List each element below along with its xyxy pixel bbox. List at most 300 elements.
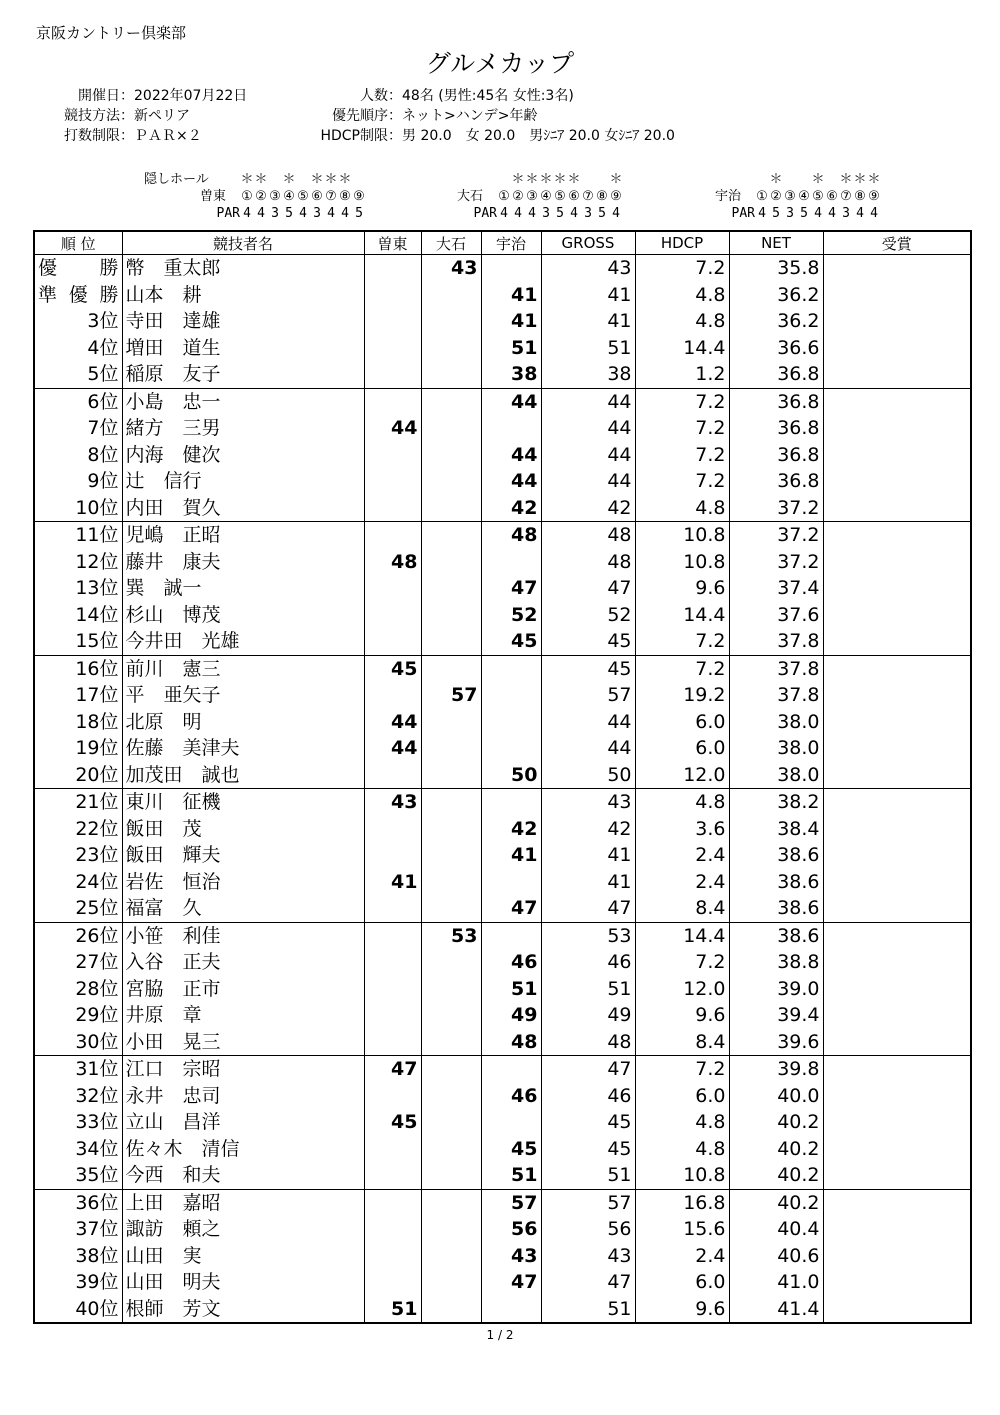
rank-cell: 24位 [34,869,122,896]
net-cell: 38.6 [729,922,823,949]
priority-label: 優先順序： [332,108,402,124]
net-cell: 36.8 [729,468,823,495]
score-uji [481,415,541,442]
gross-cell: 53 [541,922,635,949]
score-oishi [421,388,481,415]
header-soto: 曽東 [364,231,421,255]
score-oishi [421,549,481,576]
course-hole-row [457,188,623,205]
gross-cell: 44 [541,388,635,415]
par-value: 4 [341,206,349,221]
table-row [34,762,971,789]
player-name: 平 亜矢子 [122,682,364,709]
table-row [34,1056,971,1083]
player-name: 内田 賀久 [122,495,364,522]
player-name: 永井 忠司 [122,1083,364,1110]
hidden-mark: ＊ [511,172,525,187]
table-row [34,1002,971,1029]
score-soto [364,1083,421,1110]
score-soto [364,388,421,415]
award-cell [823,922,971,949]
rank-cell: 34位 [34,1136,122,1163]
table-row [34,1243,971,1270]
table-header-row [34,231,971,255]
score-uji: 45 [481,628,541,655]
score-uji [481,789,541,816]
hidden-mark: ＊ [338,172,352,187]
score-oishi [421,1189,481,1216]
hole-number: ⑧ [854,189,866,204]
score-oishi [421,361,481,388]
table-row [34,335,971,362]
score-soto [364,922,421,949]
score-soto [364,468,421,495]
gross-cell: 43 [541,1243,635,1270]
gross-cell: 45 [541,1136,635,1163]
award-cell [823,1189,971,1216]
hidden-mark: ＊ [853,172,867,187]
hdcp-cell: 4.8 [635,789,729,816]
hdcp-cell: 2.4 [635,869,729,896]
score-soto [364,1029,421,1056]
player-name: 宮脇 正市 [122,976,364,1003]
net-cell: 36.6 [729,335,823,362]
score-uji [481,1056,541,1083]
rank-cell: 37位 [34,1216,122,1243]
hole-number: ⑧ [339,189,351,204]
score-oishi: 57 [421,682,481,709]
score-oishi: 43 [421,255,481,282]
player-name: 杉山 博茂 [122,602,364,629]
hdcp-cell: 7.2 [635,949,729,976]
score-soto [364,1002,421,1029]
rank-cell: 6位 [34,388,122,415]
hole-number: ⑥ [568,189,580,204]
table-row [34,468,971,495]
score-soto: 41 [364,869,421,896]
hdcp-cell: 12.0 [635,762,729,789]
par-value: 3 [313,206,321,221]
header-net: NET [729,231,823,255]
score-oishi [421,1109,481,1136]
results-table [33,230,972,1324]
gross-cell: 41 [541,869,635,896]
player-name: 飯田 茂 [122,816,364,843]
hole-number: ⑦ [582,189,594,204]
header-hdcp: HDCP [635,231,729,255]
score-soto [364,1243,421,1270]
score-oishi [421,1162,481,1189]
rank-cell: 優 勝 [34,255,122,282]
gross-cell: 48 [541,1029,635,1056]
table-row [34,282,971,309]
award-cell [823,495,971,522]
par-value: 3 [842,206,850,221]
score-oishi [421,789,481,816]
net-cell: 38.6 [729,869,823,896]
par-value: 4 [758,206,766,221]
people-label: 人数： [360,88,402,104]
rank-cell: 3位 [34,308,122,335]
hdcp-cell: 15.6 [635,1216,729,1243]
hole-number: ① [756,189,768,204]
hidden-mark: ＊ [811,172,825,187]
table-row [34,255,971,282]
header-rank: 順 位 [34,231,122,255]
score-uji: 50 [481,762,541,789]
gross-cell: 44 [541,415,635,442]
header-oishi: 大石 [421,231,481,255]
hdcp-cell: 9.6 [635,1296,729,1324]
gross-cell: 41 [541,308,635,335]
hdcp-cell: 14.4 [635,602,729,629]
player-name: 小田 晃三 [122,1029,364,1056]
par-value: 5 [598,206,606,221]
table-row [34,1136,971,1163]
player-name: 小笹 利佳 [122,922,364,949]
rank-cell: 33位 [34,1109,122,1136]
award-cell [823,1216,971,1243]
gross-cell: 51 [541,1296,635,1324]
hdcp-cell: 2.4 [635,1243,729,1270]
net-cell: 37.2 [729,495,823,522]
score-soto [364,282,421,309]
score-uji [481,549,541,576]
table-row [34,1189,971,1216]
score-oishi [421,335,481,362]
award-cell [823,468,971,495]
hole-number: ④ [540,189,552,204]
hdcp-cell: 19.2 [635,682,729,709]
score-oishi [421,1029,481,1056]
score-soto [364,335,421,362]
table-row [34,1029,971,1056]
gross-cell: 47 [541,1269,635,1296]
net-cell: 39.6 [729,1029,823,1056]
rank-cell: 14位 [34,602,122,629]
par-row [457,205,623,222]
table-row [34,549,971,576]
score-oishi [421,602,481,629]
hole-number: ④ [283,189,295,204]
gross-cell: 51 [541,335,635,362]
hdcp-cell: 16.8 [635,1189,729,1216]
rank-cell: 準優勝 [34,282,122,309]
award-cell [823,842,971,869]
rank-cell: 21位 [34,789,122,816]
hidden-mark: ＊ [769,172,783,187]
award-cell [823,1109,971,1136]
award-cell [823,895,971,922]
player-name: 福富 久 [122,895,364,922]
score-uji: 52 [481,602,541,629]
rank-cell: 20位 [34,762,122,789]
score-uji: 48 [481,1029,541,1056]
par-value: 5 [355,206,363,221]
gross-cell: 46 [541,949,635,976]
award-cell [823,415,971,442]
header-award: 受賞 [823,231,971,255]
rank-cell: 40位 [34,1296,122,1324]
score-uji: 41 [481,308,541,335]
course-name: 宇治 [715,189,742,204]
player-name: 山田 実 [122,1243,364,1270]
gross-cell: 57 [541,682,635,709]
hole-number: ⑤ [297,189,309,204]
net-cell: 38.8 [729,949,823,976]
rank-cell: 29位 [34,1002,122,1029]
page-number: 1 / 2 [486,1328,514,1342]
score-oishi: 53 [421,922,481,949]
date-label: 開催日： [78,88,134,104]
player-name: 江口 宗昭 [122,1056,364,1083]
limit-value: ＰＡＲ×２ [134,128,202,144]
hole-number: ⑦ [325,189,337,204]
player-name: 飯田 輝夫 [122,842,364,869]
par-value: 4 [814,206,822,221]
info-right [300,86,675,146]
rank-cell: 35位 [34,1162,122,1189]
score-uji: 47 [481,1269,541,1296]
gross-cell: 44 [541,442,635,469]
table-row [34,442,971,469]
hole-number: ⑤ [812,189,824,204]
net-cell: 36.8 [729,442,823,469]
hdcp-cell: 9.6 [635,575,729,602]
course-block [200,171,366,222]
hdcp-cell: 9.6 [635,1002,729,1029]
hole-number: ② [770,189,782,204]
score-oishi [421,1056,481,1083]
score-oishi [421,1296,481,1324]
player-name: 岩佐 恒治 [122,869,364,896]
score-uji: 43 [481,1243,541,1270]
award-cell [823,869,971,896]
award-cell [823,282,971,309]
score-soto [364,895,421,922]
score-soto [364,816,421,843]
course-name: 曽東 [200,189,227,204]
hdcp-cell: 10.8 [635,549,729,576]
hdcp-cell: 6.0 [635,709,729,736]
gross-cell: 48 [541,549,635,576]
hole-number: ⑥ [826,189,838,204]
player-name: 小島 忠一 [122,388,364,415]
score-uji [481,869,541,896]
hole-number: ① [498,189,510,204]
player-name: 巽 誠一 [122,575,364,602]
hdcp-cell: 7.2 [635,468,729,495]
player-name: 辻 信行 [122,468,364,495]
hdcp-cell: 14.4 [635,922,729,949]
par-value: 3 [786,206,794,221]
award-cell [823,655,971,682]
par-value: 4 [257,206,265,221]
par-value: 4 [299,206,307,221]
score-soto [364,682,421,709]
player-name: 緒方 三男 [122,415,364,442]
hole-number: ③ [784,189,796,204]
gross-cell: 52 [541,602,635,629]
score-uji: 51 [481,1162,541,1189]
rank-cell: 13位 [34,575,122,602]
gross-cell: 47 [541,575,635,602]
table-row [34,1269,971,1296]
gross-cell: 43 [541,789,635,816]
rank-cell: 28位 [34,976,122,1003]
score-oishi [421,1002,481,1029]
score-uji: 57 [481,1189,541,1216]
player-name: 根師 芳文 [122,1296,364,1324]
gross-cell: 41 [541,282,635,309]
rank-cell: 18位 [34,709,122,736]
net-cell: 40.2 [729,1109,823,1136]
hdcp-cell: 8.4 [635,895,729,922]
par-label: PAR [731,206,755,221]
table-row [34,628,971,655]
player-name: 今井田 光雄 [122,628,364,655]
score-soto: 48 [364,549,421,576]
score-oishi [421,308,481,335]
score-uji [481,1296,541,1324]
table-row [34,415,971,442]
par-label: PAR [473,206,497,221]
gross-cell: 50 [541,762,635,789]
award-cell [823,1002,971,1029]
hdcp-cell: 10.8 [635,1162,729,1189]
score-uji: 42 [481,495,541,522]
award-cell [823,762,971,789]
player-name: 入谷 正夫 [122,949,364,976]
hidden-mark: ＊ [567,172,581,187]
score-oishi [421,709,481,736]
player-name: 内海 健次 [122,442,364,469]
award-cell [823,1269,971,1296]
score-oishi [421,1269,481,1296]
award-cell [823,628,971,655]
player-name: 佐藤 美津夫 [122,735,364,762]
method-label: 競技方法： [64,108,134,124]
table-row [34,495,971,522]
net-cell: 36.8 [729,361,823,388]
player-name: 稲原 友子 [122,361,364,388]
score-soto: 45 [364,655,421,682]
score-oishi [421,575,481,602]
score-soto [364,1216,421,1243]
hdcp-limit-value: 男 20.0 女 20.0 男ｼﾆｱ 20.0 女ｼﾆｱ 20.0 [402,128,675,144]
score-uji: 46 [481,949,541,976]
par-row [200,205,366,222]
player-name: 佐々木 清信 [122,1136,364,1163]
par-value: 4 [528,206,536,221]
player-name: 幣 重太郎 [122,255,364,282]
score-oishi [421,495,481,522]
course-name: 大石 [457,189,484,204]
score-soto [364,1269,421,1296]
award-cell [823,361,971,388]
hdcp-cell: 4.8 [635,1109,729,1136]
score-uji: 51 [481,976,541,1003]
net-cell: 40.2 [729,1162,823,1189]
par-row [715,205,881,222]
net-cell: 39.8 [729,1056,823,1083]
score-soto [364,602,421,629]
date-value: 2022年07月22日 [134,88,248,104]
par-value: 4 [500,206,508,221]
net-cell: 36.8 [729,415,823,442]
course-hole-row [200,188,366,205]
award-cell [823,1243,971,1270]
score-oishi [421,1136,481,1163]
score-oishi [421,655,481,682]
hdcp-cell: 7.2 [635,255,729,282]
course-hole-row [715,188,881,205]
score-soto [364,1136,421,1163]
score-oishi [421,1083,481,1110]
net-cell: 37.8 [729,682,823,709]
par-value: 5 [285,206,293,221]
header-gross: GROSS [541,231,635,255]
score-soto: 44 [364,415,421,442]
net-cell: 37.8 [729,628,823,655]
award-cell [823,255,971,282]
hdcp-cell: 6.0 [635,1269,729,1296]
score-uji [481,735,541,762]
page-title: グルメカップ [425,49,575,78]
par-value: 4 [243,206,251,221]
gross-cell: 47 [541,1056,635,1083]
hdcp-cell: 3.6 [635,816,729,843]
header-uji: 宇治 [481,231,541,255]
award-cell [823,976,971,1003]
score-uji [481,255,541,282]
rank-cell: 32位 [34,1083,122,1110]
score-oishi [421,1216,481,1243]
course-block [715,171,881,222]
net-cell: 38.6 [729,895,823,922]
score-oishi [421,816,481,843]
hdcp-cell: 12.0 [635,976,729,1003]
net-cell: 36.2 [729,308,823,335]
hidden-mark: ＊ [254,172,268,187]
hole-number: ③ [526,189,538,204]
net-cell: 38.0 [729,709,823,736]
net-cell: 38.6 [729,842,823,869]
gross-cell: 42 [541,816,635,843]
gross-cell: 51 [541,1162,635,1189]
player-name: 今西 和夫 [122,1162,364,1189]
hdcp-cell: 7.2 [635,628,729,655]
net-cell: 38.0 [729,762,823,789]
table-row [34,522,971,549]
hdcp-cell: 14.4 [635,335,729,362]
hdcp-cell: 4.8 [635,308,729,335]
course-par-blocks [0,171,1000,225]
net-cell: 41.0 [729,1269,823,1296]
award-cell [823,522,971,549]
rank-cell: 30位 [34,1029,122,1056]
gross-cell: 42 [541,495,635,522]
par-label: PAR [216,206,240,221]
table-row [34,869,971,896]
hidden-mark: ＊ [867,172,881,187]
player-name: 井原 章 [122,1002,364,1029]
table-row [34,388,971,415]
score-soto [364,628,421,655]
hdcp-cell: 1.2 [635,361,729,388]
award-cell [823,1162,971,1189]
rank-cell: 11位 [34,522,122,549]
